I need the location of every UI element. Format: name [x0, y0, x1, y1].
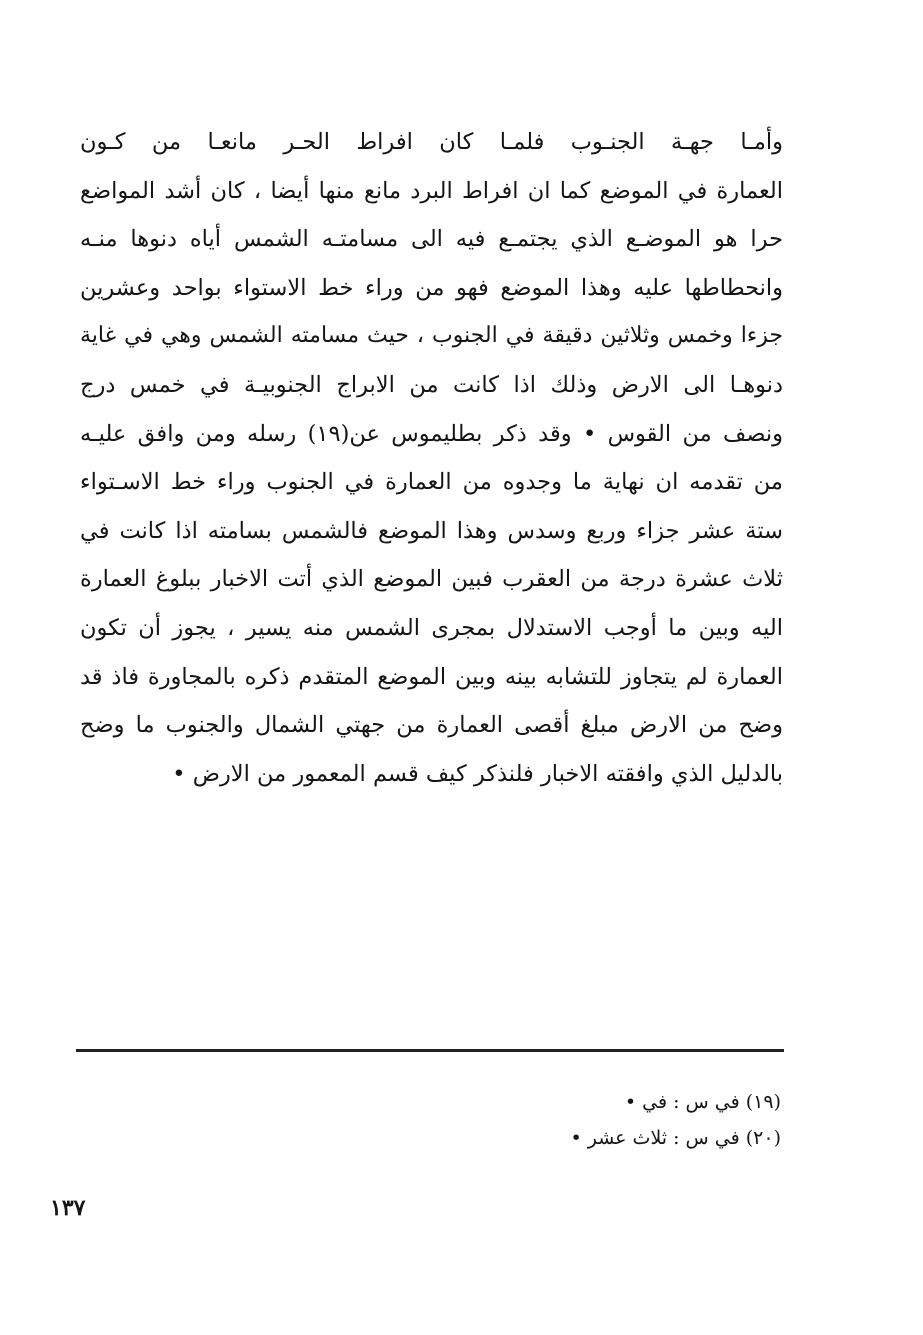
text-line: اليه وبين ما أوجب الاستدلال بمجرى الشمس منه يسير ، يجوز أن تكون [80, 614, 783, 641]
footnote: (١٩) في س : في • [624, 1091, 781, 1113]
footnotes [571, 1084, 782, 1156]
text-line: حرا هو الموضـع الذي يجتمـع فيه الى مسامتـه الشمس أياه دنوها منـه [80, 226, 783, 253]
page-number: ١٣٧ [50, 1195, 86, 1221]
text-line: وانحطاطها عليه وهذا الموضع فهو من وراء خط الاستواء بواحد وعشرين [80, 274, 783, 301]
text-line: العمارة في الموضع كما ان افراط البرد مانع منها أيضا ، كان أشد المواضع [80, 177, 783, 204]
text-line: بالدليل الذي وافقته الاخبار فلنذكر كيف قسم المعمور من الارض • [172, 760, 783, 787]
text-line: العمارة لم يتجاوز للتشابه بينه وبين الموضع المتقدم ذكره بالمجاورة فاذ قد [80, 663, 783, 690]
text-line: ستة عشر جزاء وربع وسدس وهذا الموضع فالشمس بسامته اذا كانت في [80, 517, 783, 544]
text-line: وأمـا جهـة الجنـوب فلمـا كان افراط الحـر مانعـا من كـون [80, 129, 783, 155]
footnote: (٢٠) في س : ثلاث عشر • [570, 1127, 781, 1149]
text-line: من تقدمه ان نهاية ما وجدوه من العمارة في الجنوب وراء خط الاسـتواء [80, 469, 783, 496]
text-line: جزءا وخمس وثلاثين دقيقة في الجنوب ، حيث مسامته الشمس وهي في غاية [80, 323, 783, 349]
footnote-divider [76, 1049, 784, 1052]
main-text [80, 118, 783, 798]
text-line: وضح من الارض مبلغ أقصى العمارة من جهتي الشمال والجنوب ما وضح [80, 712, 783, 739]
text-line: ونصف من القوس • وقد ذكر بطليموس عن(١٩) رسله ومن وافق عليـه [80, 420, 783, 447]
text-line: ثلاث عشرة درجة من العقرب فبين الموضع الذي أتت الاخبار ببلوغ العمارة [80, 566, 783, 593]
text-line: دنوهـا الى الارض وذلك اذا كانت من الابراج الجنوبيـة في خمس درج [80, 371, 783, 398]
